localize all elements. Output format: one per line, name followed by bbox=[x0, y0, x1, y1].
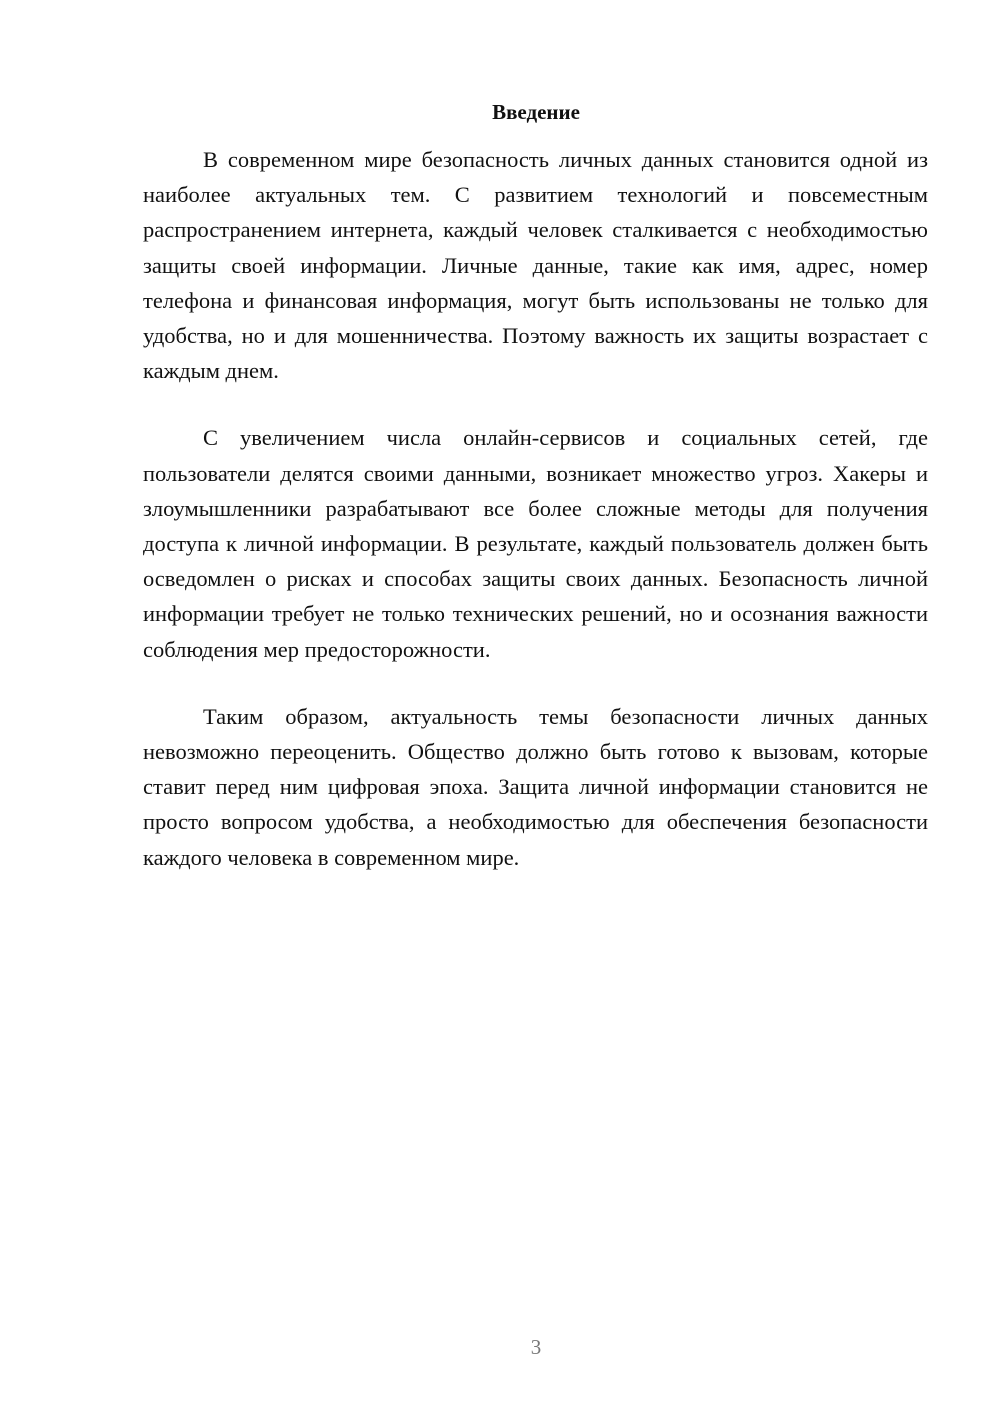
paragraph-1: В современном мире безопасность личных данных становится одной из наиболее актуальных тем. С развитием технологий и повсеместным распространением интернета, каждый человек сталкивается с необходимостью защиты своей информации. Личные данные, такие как имя, адрес, номер телефона и финансовая информация, могут быть использованы не только для удобства, но и для мошенничества. Поэтому важность их защиты возрастает с каждым днем. bbox=[143, 147, 928, 384]
paragraph-3: Таким образом, актуальность темы безопасности личных данных невозможно переоценить. Общество должно быть готово к вызовам, которые ставит перед ним цифровая эпоха. Защита личной информации становится не просто вопросом удобства, а необходимостью для обеспечения безопасности каждого человека в современном мире. bbox=[143, 703, 928, 870]
paragraph-2: С увеличением числа онлайн-сервисов и социальных сетей, где пользователи делятся своими данными, возникает множество угроз. Хакеры и злоумышленники разрабатывают все более сложные методы для получения доступа к личной информации. В результате, каждый пользователь должен быть осведомлен о рисках и способах защиты своих данных. Безопасность личной информации требует не только технических решений, но и осознания важности соблюдения мер предосторожности. bbox=[143, 425, 928, 662]
page-title: Введение bbox=[492, 100, 580, 124]
body-text bbox=[143, 142, 928, 875]
page-number: 3 bbox=[530, 1335, 542, 1359]
